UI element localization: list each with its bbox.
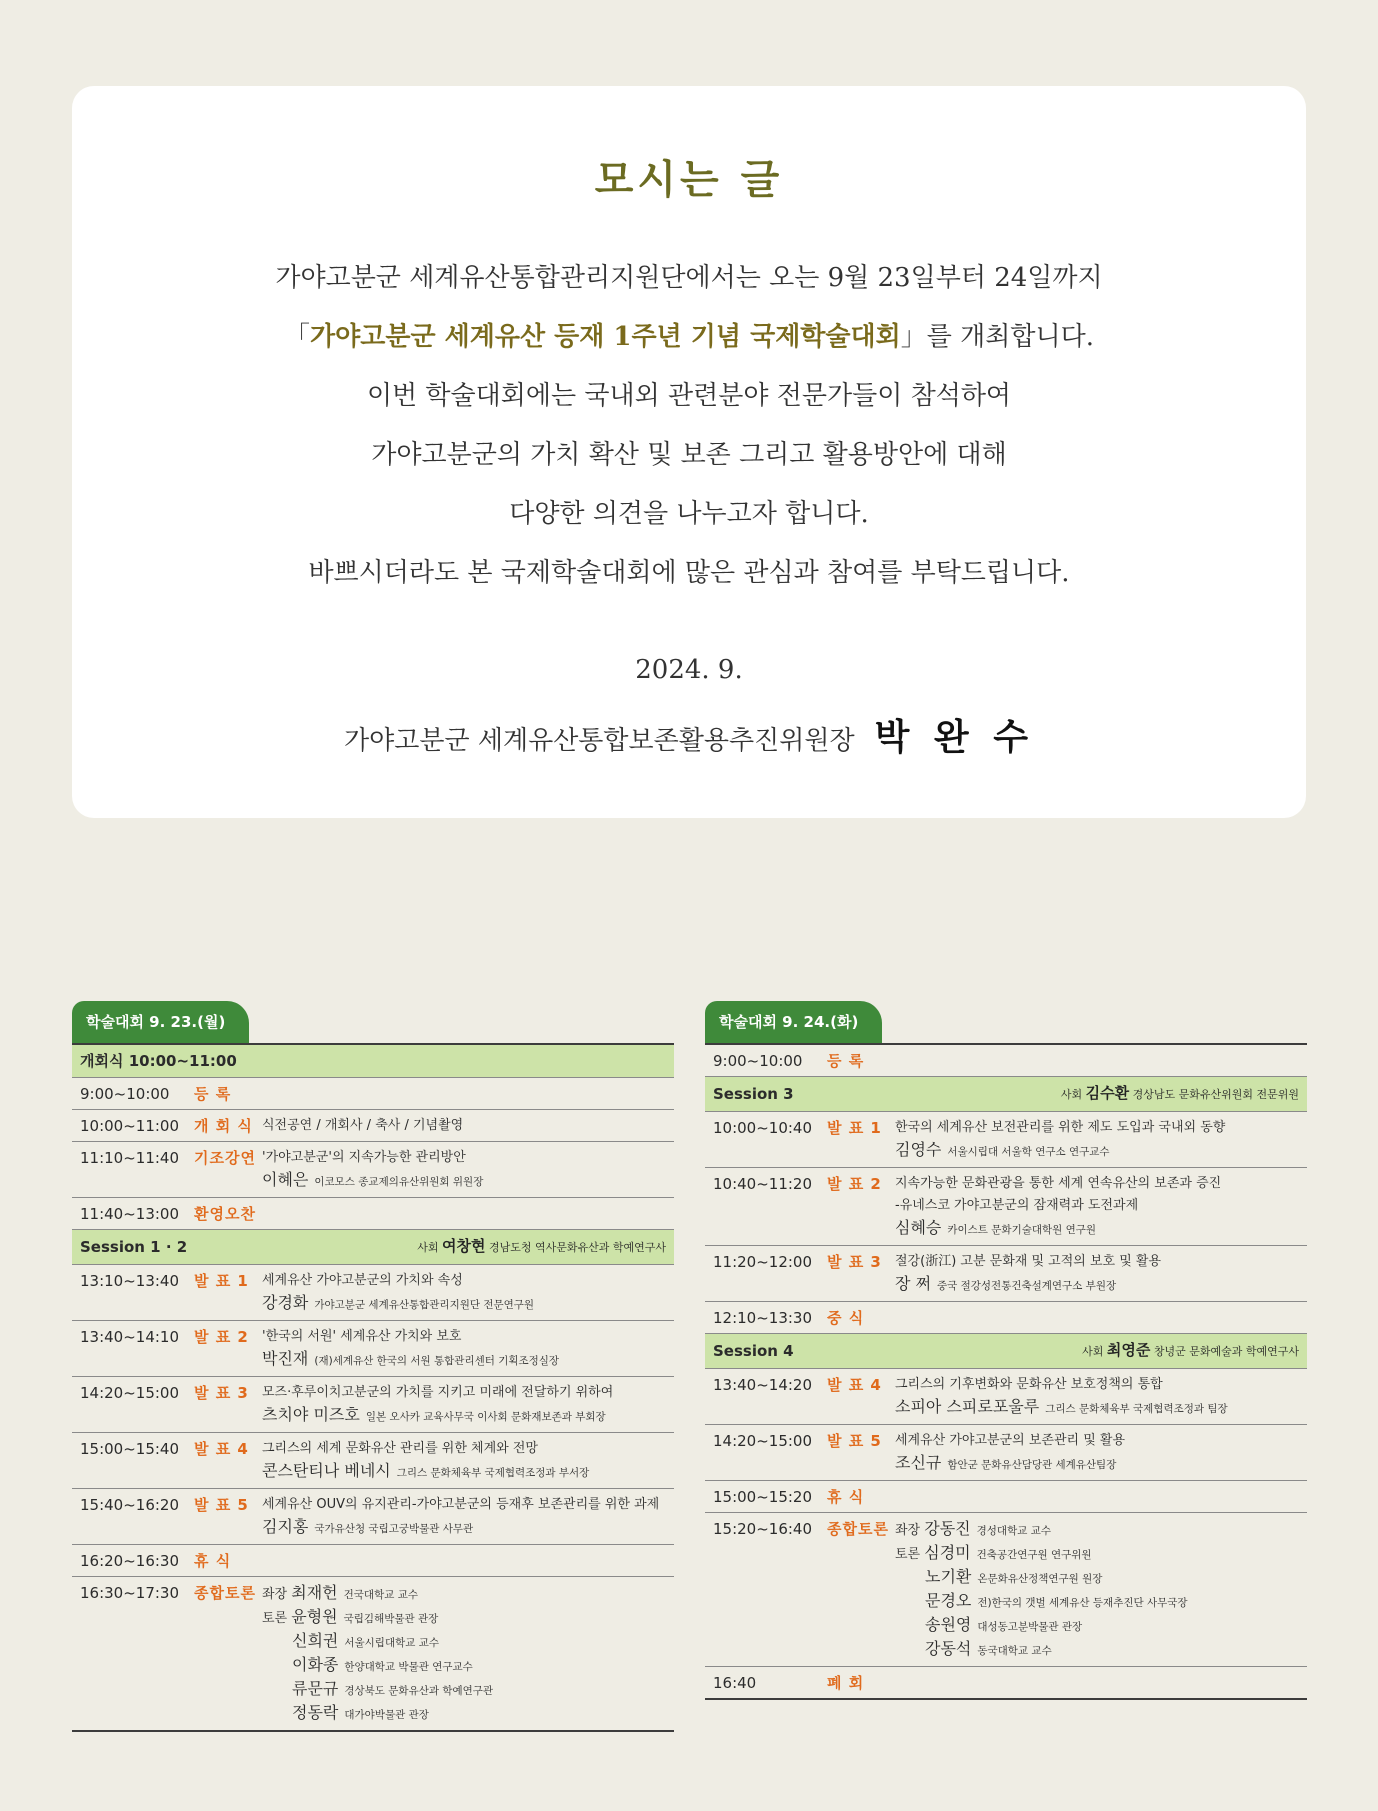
- table-row: [705, 1168, 1307, 1246]
- panelist: 정동락: [292, 1703, 339, 1722]
- topic: 세계유산 가야고분군의 가치와 속성: [262, 1273, 463, 1288]
- panelist-affiliation: 전)한국의 갯벌 세계유산 등재추진단 사무국장: [977, 1597, 1188, 1609]
- row-label: 개 회 식: [194, 1117, 253, 1135]
- panelist-affiliation: 온문화유산정책연구원 원장: [977, 1573, 1103, 1585]
- topic: 세계유산 OUV의 유지관리-가야고분군의 등재후 보존관리를 위한 과제: [262, 1497, 660, 1512]
- speaker: 콘스탄티나 베네시: [262, 1461, 391, 1480]
- row-label: 발 표 2: [194, 1328, 249, 1346]
- row-time: 10:00~11:00: [80, 1117, 180, 1135]
- table-row: [705, 1513, 1307, 1667]
- panelist: 송원영: [925, 1615, 972, 1634]
- chair-affiliation: 건국대학교 교수: [343, 1589, 418, 1601]
- chair-name: 김수환: [1085, 1084, 1130, 1102]
- chair-prefix: 사회: [1060, 1088, 1083, 1101]
- speaker: 김영수: [895, 1140, 942, 1159]
- row-time: 11:20~12:00: [713, 1253, 813, 1271]
- row-label: 기조강연: [194, 1149, 256, 1167]
- opening-header: [72, 1045, 674, 1078]
- row-label: 발 표 3: [194, 1384, 249, 1402]
- invitation-line: 가야고분군 세계유산통합관리지원단에서는 오는 9월 23일부터 24일까지: [275, 263, 1103, 293]
- discussion-chair: 강동진: [924, 1519, 971, 1538]
- row-label: 휴 식: [194, 1552, 232, 1570]
- panelist: 문경오: [925, 1591, 972, 1610]
- topic: 한국의 세계유산 보전관리를 위한 제도 도입과 국내외 동향: [895, 1120, 1226, 1135]
- day2-table: [705, 1043, 1307, 1700]
- panelist: 윤형원: [291, 1607, 338, 1626]
- row-time: 15:00~15:20: [713, 1488, 813, 1506]
- table-row: [705, 1425, 1307, 1481]
- chair-prefix: 좌장: [262, 1587, 288, 1602]
- speaker-affiliation: 이코모스 종교제의유산위원회 위원장: [314, 1176, 484, 1188]
- row-time: 11:10~11:40: [80, 1149, 180, 1167]
- day1-tab: 학술대회 9. 23.(월): [72, 1001, 249, 1043]
- schedule-day2: [705, 1001, 1307, 1700]
- row-content: [895, 1307, 1307, 1329]
- panelist-affiliation: 건축공간연구원 연구위원: [976, 1549, 1092, 1561]
- topic: 절강(浙江) 고분 문화재 및 고적의 보호 및 활용: [895, 1254, 1161, 1269]
- invitation-card: [72, 86, 1306, 818]
- panelist: 신희권: [292, 1631, 339, 1650]
- row-time: 16:40: [713, 1674, 757, 1692]
- row-content: [262, 1115, 674, 1137]
- row-label: 발 표 2: [827, 1175, 882, 1193]
- panelist-affiliation: 국립김해박물관 관장: [343, 1613, 439, 1625]
- table-row: [72, 1142, 674, 1198]
- row-content: [262, 1270, 674, 1316]
- chair-name: 최영준: [1106, 1341, 1151, 1359]
- row-label: 발 표 5: [827, 1432, 882, 1450]
- invitation-signature: [72, 709, 1306, 760]
- row-time: 10:00~10:40: [713, 1119, 813, 1137]
- row-time: 14:20~15:00: [80, 1384, 180, 1402]
- panelist: 노기환: [925, 1567, 972, 1586]
- row-label: 발 표 1: [827, 1119, 882, 1137]
- row-content: [895, 1486, 1307, 1508]
- table-row: [72, 1110, 674, 1142]
- panelist-affiliation: 서울시립대학교 교수: [344, 1637, 439, 1649]
- day1-table: [72, 1043, 674, 1732]
- session-chair: [1061, 1082, 1299, 1106]
- session-header: [705, 1077, 1307, 1112]
- row-content: [262, 1494, 674, 1540]
- opening-header-text: 개회식 10:00~11:00: [80, 1052, 237, 1070]
- invitation-line: 이번 학술대회에는 국내외 관련분야 전문가들이 참석하여: [366, 381, 1012, 411]
- speaker: 장 쩌: [895, 1274, 931, 1293]
- bracket-open: 「: [283, 322, 310, 352]
- table-row: [72, 1078, 674, 1110]
- session-chair: [417, 1235, 666, 1259]
- topic: 세계유산 가야고분군의 보존관리 및 활용: [895, 1433, 1126, 1448]
- panelist: 이화종: [292, 1655, 339, 1674]
- row-label: 발 표 4: [194, 1440, 249, 1458]
- table-row: [705, 1667, 1307, 1698]
- table-row: [72, 1321, 674, 1377]
- session-chair: [1082, 1339, 1299, 1363]
- row-time: 10:40~11:20: [713, 1175, 813, 1193]
- row-content: [895, 1672, 1307, 1694]
- speaker: 소피아 스피로포울루: [895, 1397, 1040, 1416]
- speaker: 심혜승: [895, 1218, 942, 1237]
- chair-affiliation: 창녕군 문화예술과 학예연구사: [1153, 1345, 1299, 1358]
- row-time: 13:10~13:40: [80, 1272, 180, 1290]
- chair-prefix: 좌장: [895, 1523, 921, 1538]
- topic: 그리스의 세계 문화유산 관리를 위한 체계와 전망: [262, 1441, 538, 1456]
- panelist-affiliation: 경상북도 문화유산과 학예연구관: [344, 1685, 494, 1697]
- day2-tab: 학술대회 9. 24.(화): [705, 1001, 882, 1043]
- speaker-affiliation: 중국 절강성전통건축설계연구소 부원장: [937, 1280, 1117, 1292]
- topic: '한국의 서원' 세계유산 가치와 보호: [262, 1329, 462, 1344]
- session-header: [72, 1230, 674, 1265]
- speaker: 김지홍: [262, 1517, 309, 1536]
- speaker-affiliation: 함안군 문화유산담당관 세계유산팀장: [947, 1459, 1117, 1471]
- row-content: [262, 1147, 674, 1193]
- row-content: [895, 1251, 1307, 1297]
- session-title: Session 3: [713, 1085, 794, 1103]
- row-content: [262, 1083, 674, 1105]
- panelist-affiliation: 한양대학교 박물관 연구교수: [344, 1661, 473, 1673]
- chair-prefix: 사회: [1082, 1345, 1104, 1358]
- row-time: 13:40~14:10: [80, 1328, 180, 1346]
- chair-affiliation: 경성대학교 교수: [976, 1525, 1051, 1537]
- row-content: [262, 1203, 674, 1225]
- row-label: 종합토론: [827, 1520, 889, 1538]
- table-row: [72, 1545, 674, 1577]
- speaker-affiliation: 그리스 문화체육부 국제협력조정과 부서장: [396, 1467, 590, 1479]
- chair-affiliation: 경상남도 문화유산위원회 전문위원: [1132, 1088, 1299, 1101]
- row-label: 휴 식: [827, 1488, 865, 1506]
- row-time: 9:00~10:00: [80, 1085, 170, 1103]
- row-time: 15:20~16:40: [713, 1520, 813, 1538]
- panel-prefix: 토론: [262, 1611, 288, 1626]
- row-time: 16:20~16:30: [80, 1552, 180, 1570]
- topic: '가야고분군'의 지속가능한 관리방안: [262, 1150, 466, 1165]
- topic: 모즈·후루이치고분군의 가치를 지키고 미래에 전달하기 위하여: [262, 1385, 614, 1400]
- discussion-chair: 최재헌: [291, 1583, 338, 1602]
- speaker-affiliation: 서울시립대 서울학 연구소 연구교수: [947, 1146, 1110, 1158]
- row-content: [895, 1374, 1307, 1420]
- invitation-date: 2024. 9.: [635, 655, 743, 685]
- event-name: 가야고분군 세계유산 등재 1주년 기념 국제학술대회: [309, 322, 901, 352]
- panelist: 류문규: [292, 1679, 339, 1698]
- row-content: [262, 1382, 674, 1428]
- table-row: [705, 1302, 1307, 1334]
- table-row: [72, 1198, 674, 1230]
- row-label: 발 표 4: [827, 1376, 882, 1394]
- table-row: [72, 1433, 674, 1489]
- table-row: [705, 1246, 1307, 1302]
- row-content: [895, 1173, 1307, 1241]
- topic: 지속가능한 문화관광을 통한 세계 연속유산의 보존과 증진: [895, 1176, 1222, 1191]
- speaker-affiliation: 카이스트 문화기술대학원 연구원: [947, 1224, 1097, 1236]
- panel-prefix: 토론: [895, 1547, 921, 1562]
- table-row: [72, 1489, 674, 1545]
- speaker-affiliation: (재)세계유산 한국의 서원 통합관리센터 기획조정실장: [314, 1355, 560, 1367]
- invitation-line: 가야고분군의 가치 확산 및 보존 그리고 활용방안에 대해: [371, 440, 1007, 470]
- speaker-affiliation: 국가유산청 국립고궁박물관 사무관: [314, 1523, 474, 1535]
- row-content: [895, 1518, 1307, 1662]
- row-label: 발 표 3: [827, 1253, 882, 1271]
- topic: 그리스의 기후변화와 문화유산 보호정책의 통합: [895, 1377, 1163, 1392]
- topic: 식전공연 / 개회사 / 축사 / 기념촬영: [262, 1118, 464, 1133]
- speaker: 박진재: [262, 1349, 309, 1368]
- row-content: [895, 1117, 1307, 1163]
- session-title: Session 4: [713, 1342, 794, 1360]
- speaker-affiliation: 가야고분군 세계유산통합관리지원단 전문연구원: [314, 1299, 535, 1311]
- speaker-affiliation: 그리스 문화체육부 국제협력조정과 팀장: [1045, 1403, 1228, 1415]
- subtopic: -유네스코 가야고분군의 잠재력과 도전과제: [895, 1198, 1139, 1213]
- chair-affiliation: 경남도청 역사문화유산과 학예연구사: [488, 1241, 666, 1254]
- invitation-line: 바쁘시더라도 본 국제학술대회에 많은 관심과 참여를 부탁드립니다.: [308, 558, 1070, 588]
- chair-prefix: 사회: [417, 1241, 439, 1254]
- panelist-affiliation: 대가야박물관 관장: [344, 1709, 429, 1721]
- session-title: Session 1 · 2: [80, 1238, 188, 1256]
- row-content: [895, 1430, 1307, 1476]
- panelist-affiliation: 대성동고분박물관 관장: [977, 1621, 1083, 1633]
- speaker: 강경화: [262, 1293, 309, 1312]
- row-content: [895, 1050, 1307, 1072]
- invitation-line: [72, 308, 1306, 367]
- session-header: [705, 1334, 1307, 1369]
- row-label: 중 식: [827, 1309, 865, 1327]
- row-label: 등 록: [194, 1085, 232, 1103]
- row-label: 환영오찬: [194, 1205, 256, 1223]
- panelist: 강동석: [925, 1639, 972, 1658]
- table-row: [705, 1369, 1307, 1425]
- panelist: 심경미: [924, 1543, 971, 1562]
- speaker: 이혜은: [262, 1170, 309, 1189]
- bracket-close: 」를 개최합니다.: [900, 322, 1095, 352]
- signer-title: 가야고분군 세계유산통합보존활용추진위원장: [344, 726, 855, 756]
- row-label: 폐 회: [827, 1674, 865, 1692]
- row-time: 15:40~16:20: [80, 1496, 180, 1514]
- speaker-affiliation: 일본 오사카 교육사무국 이사회 문화재보존과 부회장: [365, 1411, 606, 1423]
- table-row: [705, 1112, 1307, 1168]
- panelist-affiliation: 동국대학교 교수: [977, 1645, 1052, 1657]
- row-content: [262, 1582, 674, 1726]
- schedule-day1: [72, 1001, 674, 1732]
- speaker: 조신규: [895, 1453, 942, 1472]
- invitation-title: 모시는 글: [594, 156, 784, 203]
- row-label: 종합토론: [194, 1584, 256, 1602]
- row-time: 14:20~15:00: [713, 1432, 813, 1450]
- speaker: 츠치야 미즈호: [262, 1405, 360, 1424]
- signer-name: 박 완 수: [874, 716, 1034, 758]
- invitation-line: 다양한 의견을 나누고자 합니다.: [509, 499, 869, 529]
- table-row: [72, 1577, 674, 1730]
- row-time: 11:40~13:00: [80, 1205, 180, 1223]
- row-time: 12:10~13:30: [713, 1309, 813, 1327]
- table-row: [72, 1377, 674, 1433]
- table-row: [705, 1481, 1307, 1513]
- row-label: 발 표 1: [194, 1272, 249, 1290]
- row-time: 9:00~10:00: [713, 1052, 803, 1070]
- row-time: 13:40~14:20: [713, 1376, 813, 1394]
- row-time: 15:00~15:40: [80, 1440, 180, 1458]
- row-content: [262, 1550, 674, 1572]
- invitation-body: [72, 249, 1306, 603]
- table-row: [705, 1045, 1307, 1077]
- row-content: [262, 1326, 674, 1372]
- row-label: 등 록: [827, 1052, 865, 1070]
- row-time: 16:30~17:30: [80, 1584, 180, 1602]
- table-row: [72, 1265, 674, 1321]
- row-content: [262, 1438, 674, 1484]
- row-label: 발 표 5: [194, 1496, 249, 1514]
- chair-name: 여창현: [442, 1237, 486, 1255]
